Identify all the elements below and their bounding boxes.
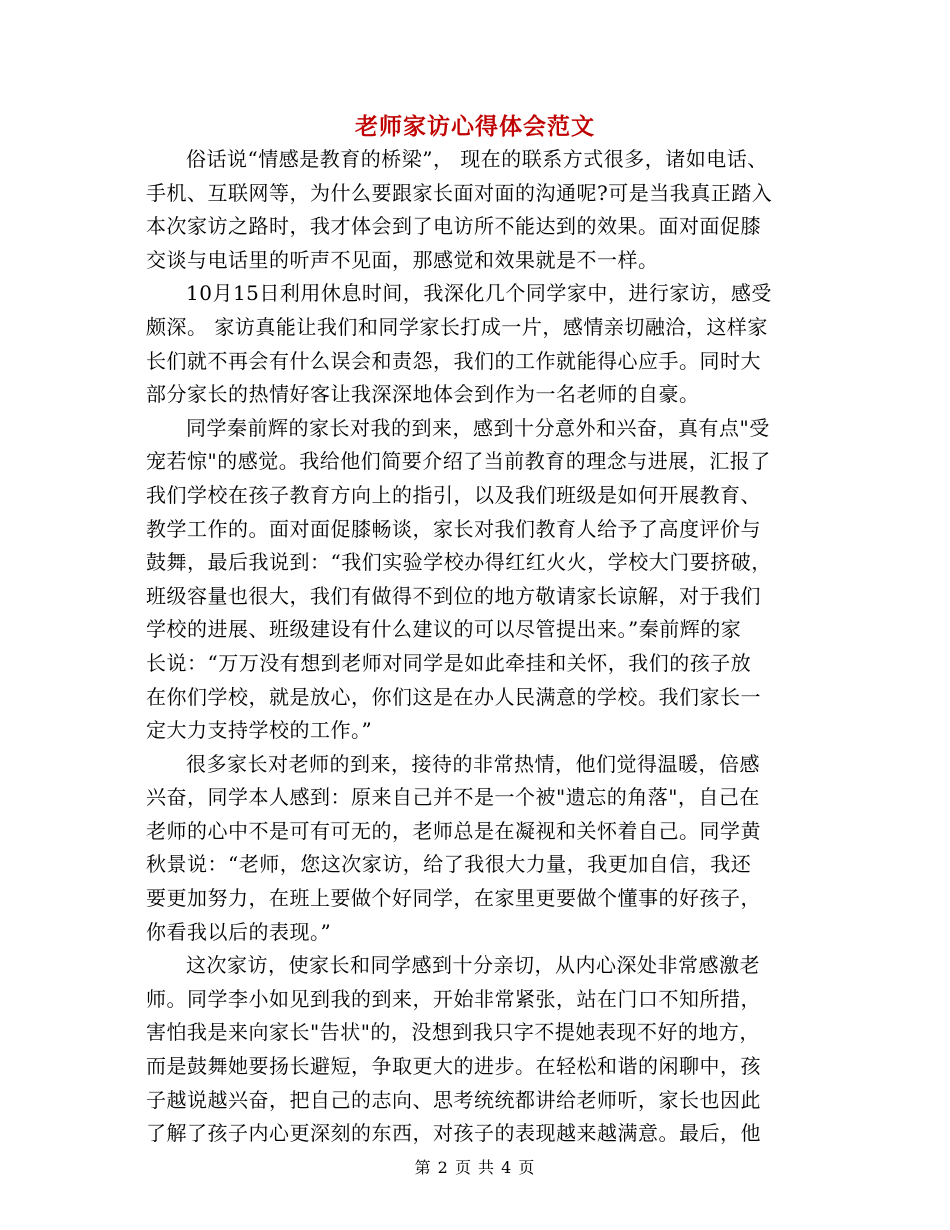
paragraph-line: 10月15日利用休息时间，我深化几个同学家中，进行家访，感受: [186, 281, 772, 306]
paragraph-line: 手机、互联网等，为什么要跟家长面对面的沟通呢?可是当我真正踏入: [146, 180, 773, 205]
paragraph-line: 这次家访，使家长和同学感到十分亲切，从内心深处非常感激老: [186, 953, 760, 978]
paragraph-line: 鼓舞，最后我说到：“我们实验学校办得红红火火，学校大门要挤破，: [146, 550, 772, 575]
paragraph-line: 秋景说：“老师，您这次家访，给了我很大力量，我更加自信，我还: [146, 852, 752, 877]
paragraph-line: 同学秦前辉的家长对我的到来，感到十分意外和兴奋，真有点"受: [186, 415, 770, 440]
paragraph-line: 宠若惊"的感觉。我给他们简要介绍了当前教育的理念与进展，汇报了: [146, 449, 771, 474]
document-body: [146, 143, 812, 1151]
paragraph-line: 俗话说“情感是教育的桥梁”， 现在的联系方式很多，诸如电话、: [186, 147, 768, 171]
paragraph-line: 在你们学校，就是放心，你们这是在办人民满意的学校。我们家长一: [146, 684, 761, 709]
paragraph-line: 师。同学李小如见到我的到来，开始非常紧张，站在门口不知所措，: [146, 986, 761, 1011]
paragraph-line: 老师的心中不是可有可无的，老师总是在凝视和关怀着自己。同学黄: [146, 818, 761, 843]
paragraph-line: 部分家长的热情好客让我深深地体会到作为一名老师的自豪。: [146, 382, 700, 407]
paragraph-line: 长说：“万万没有想到老师对同学是如此牵挂和关怀，我们的孩子放: [146, 650, 752, 675]
paragraph-line: 学校的进展、班级建设有什么建议的可以尽管提出来。”秦前辉的家: [146, 617, 742, 642]
paragraph-line: 很多家长对老师的到来，接待的非常热情，他们觉得温暖，倍感: [186, 751, 760, 776]
paragraph-line: 长们就不再会有什么误会和责怨，我们的工作就能得心应手。同时大: [146, 348, 761, 373]
paragraph-line: 了解了孩子内心更深刻的东西，对孩子的表现越来越满意。最后，他: [146, 1121, 761, 1146]
page-number-footer: 第 2 页 共 4 页: [414, 1158, 536, 1177]
paragraph-line: 你看我以后的表现。”: [146, 919, 332, 944]
paragraph-line: 要更加努力，在班上要做个好同学，在家里更要做个懂事的好孩子，: [146, 886, 761, 911]
document-title: 老师家访心得体会范文: [355, 113, 595, 140]
paragraph-line: 而是鼓舞她要扬长避短，争取更大的进步。在轻松和谐的闲聊中，孩: [146, 1054, 761, 1079]
paragraph-line: 本次家访之路时，我才体会到了电访所不能达到的效果。面对面促膝: [146, 214, 761, 239]
paragraph-line: 颇深。 家访真能让我们和同学家长打成一片，感情亲切融洽，这样家: [146, 314, 768, 339]
paragraph-line: 教学工作的。面对面促膝畅谈，家长对我们教育人给予了高度评价与: [146, 516, 761, 541]
paragraph-line: 定大力支持学校的工作。”: [146, 718, 373, 743]
paragraph-line: 子越说越兴奋，把自己的志向、思考统统都讲给老师听，家长也因此: [146, 1087, 761, 1112]
paragraph-line: 班级容量也很大，我们有做得不到位的地方敬请家长谅解，对于我们: [146, 583, 761, 608]
paragraph-line: 兴奋，同学本人感到：原来自己并不是一个被"遗忘的角落"，自己在: [146, 785, 760, 810]
paragraph-line: 交谈与电话里的听声不见面，那感觉和效果就是不一样。: [146, 247, 659, 272]
paragraph-line: 我们学校在孩子教育方向上的指引，以及我们班级是如何开展教育、: [146, 482, 761, 507]
paragraph-line: 害怕我是来向家长"告状"的，没想到我只字不提她表现不好的地方，: [146, 1020, 760, 1045]
